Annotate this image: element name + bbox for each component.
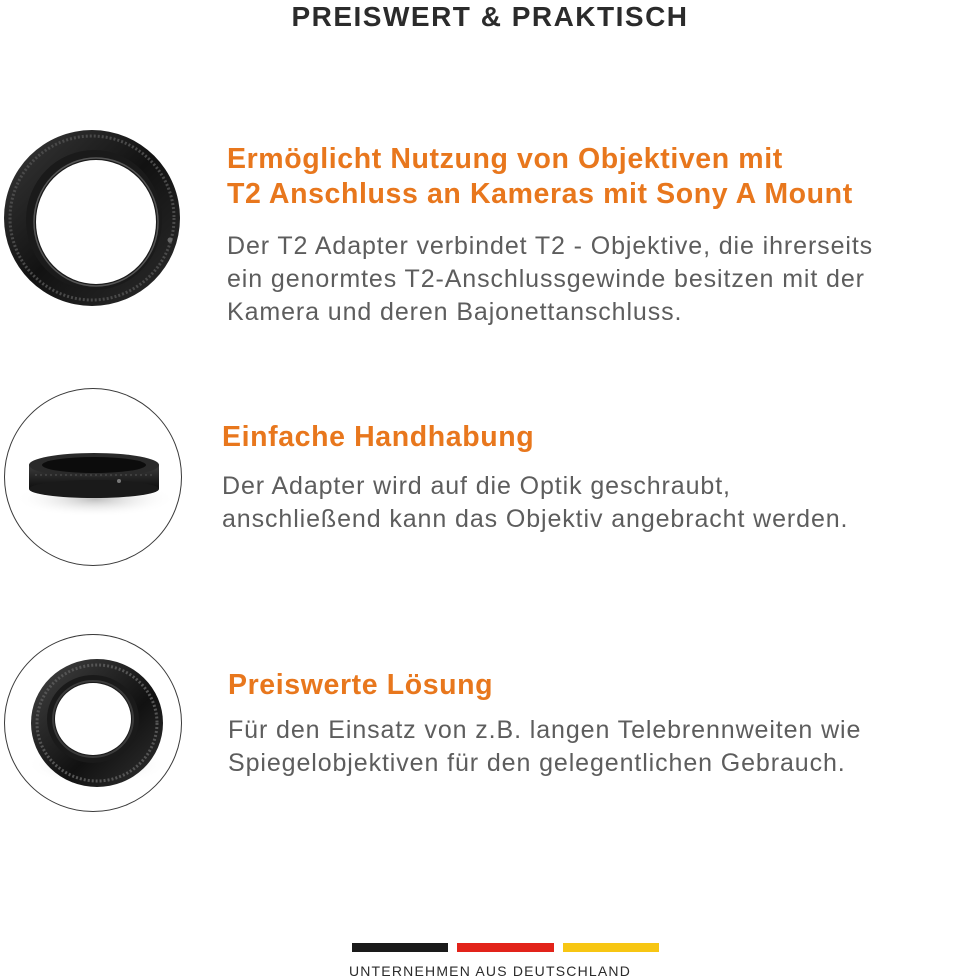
feature-description: [228, 714, 861, 780]
page-title: PREISWERT & PRAKTISCH: [291, 1, 689, 32]
feature-description: [222, 470, 848, 536]
flag-stripe-gold: [563, 943, 659, 952]
t2-adapter-ring-side-view-icon: [5, 389, 181, 565]
feature-text-line: Der Adapter wird auf die Optik geschraubt,: [222, 472, 731, 500]
t2-adapter-ring-top-view-icon: [2, 128, 182, 308]
feature-text-line: Für den Einsatz von z.B. langen Telebrennweiten wie: [228, 716, 862, 744]
flag-stripe-black: [352, 943, 448, 952]
adapter-ring-image: [4, 634, 182, 812]
t2-adapter-ring-angled-view-icon: [5, 635, 181, 811]
flag-stripe-red: [457, 943, 553, 952]
feature-text-line: Der T2 Adapter verbindet T2 - Objektive, die ihrerseits: [227, 232, 874, 260]
feature-heading-line: Preiswerte Lösung: [228, 669, 494, 701]
adapter-ring-image: [4, 388, 182, 566]
feature-text-line: anschließend kann das Objektiv angebracht werden.: [222, 505, 849, 533]
feature-text-line: ein genormtes T2-Anschlussgewinde besitzen mit der: [227, 265, 865, 293]
feature-heading: [227, 142, 853, 212]
feature-heading: [222, 420, 534, 455]
feature-heading-line: Ermöglicht Nutzung von Objektiven mit: [227, 143, 783, 175]
feature-description: [227, 230, 873, 329]
feature-heading-line: T2 Anschluss an Kameras mit Sony A Mount: [227, 178, 853, 210]
feature-text-line: Spiegelobjektiven für den gelegentlichen Gebrauch.: [228, 749, 846, 777]
adapter-ring-image: [2, 128, 182, 308]
feature-heading-line: Einfache Handhabung: [222, 421, 535, 453]
feature-heading: [228, 668, 493, 703]
footer-text: UNTERNEHMEN AUS DEUTSCHLAND: [348, 963, 632, 979]
german-flag-bar: [352, 943, 659, 952]
feature-text-line: Kamera und deren Bajonettanschluss.: [227, 298, 683, 326]
